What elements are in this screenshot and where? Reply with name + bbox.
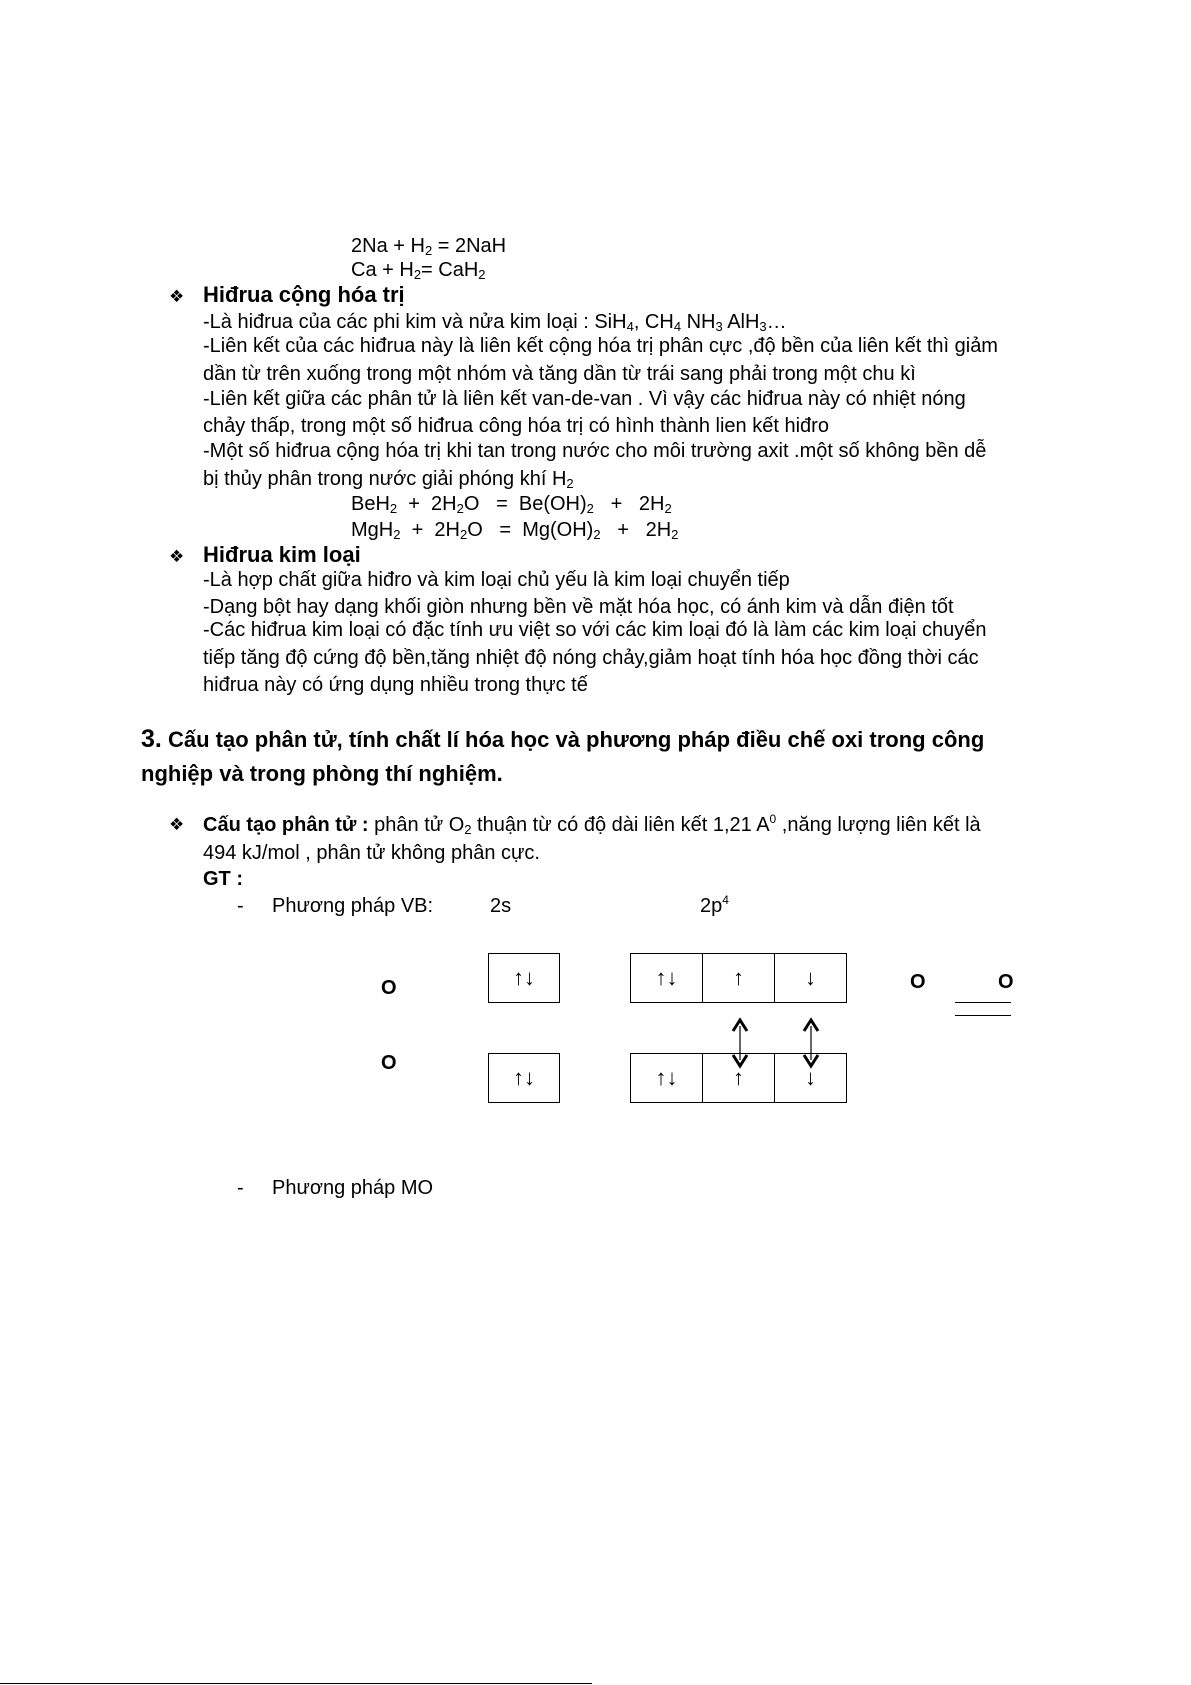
metal-line-3: -Các hiđrua kim loại có đặc tính ưu việt so với các kim loại đó là làm các kim loại chuyển — [203, 619, 987, 641]
electron-pair: ↑↓ — [513, 1065, 535, 1090]
structure-line-1: Cấu tạo phân tử : phân tử $O_2$ thuận từ có độ dài liên kết 1,21 $A^0$ ,năng lượng liên kết là — [203, 812, 981, 837]
orbital-box-2p-top — [630, 953, 847, 1003]
covalent-line-6: -Một số hiđrua cộng hóa trị khi tan trong nước cho môi trường axit .một số không bền dễ — [203, 440, 987, 462]
bond-arrow-icon — [726, 1016, 754, 1070]
section-3-title-line-2: nghiệp và trong phòng thí nghiệm. — [141, 761, 503, 786]
equation-beryllium-hydride: $BeH_2 + 2H_2O = Be(OH)_2 + 2H_2$ — [351, 493, 672, 516]
orbital-2s-label: 2s — [490, 895, 512, 917]
electron-down: ↓ — [805, 965, 816, 990]
electron-down: ↓ — [805, 1065, 816, 1090]
bond-arrow-icon — [797, 1016, 825, 1070]
gt-label: GT : — [203, 868, 243, 890]
orbital-box-2s-bottom — [488, 1053, 560, 1103]
vb-dash: - — [237, 895, 244, 917]
metal-line-1: -Là hợp chất giữa hiđro và kim loại chủ yếu là kim loại chuyển tiếp — [203, 569, 790, 591]
bond-atom-right: O — [998, 971, 1014, 993]
orbital-box-2s-top — [488, 953, 560, 1003]
vb-method-label: Phương pháp VB: — [272, 895, 434, 917]
orbital-2p-label: $2p^4$ — [700, 893, 729, 917]
electron-pair: ↑↓ — [631, 954, 703, 1002]
bullet-diamond-icon: ❖ — [169, 287, 185, 306]
double-bond-line-2 — [955, 1015, 1011, 1016]
equation-magnesium-hydride: $MgH_2 + 2H_2O = Mg(OH)_2 + 2H_2$ — [351, 519, 679, 542]
covalent-line-3: dần từ trên xuống trong một nhóm và tăng dần từ trái sang phải trong một chu kì — [203, 363, 916, 385]
electron-pair: ↑↓ — [631, 1054, 703, 1102]
electron-up: ↑ — [703, 1054, 775, 1102]
bond-atom-left: O — [910, 971, 926, 993]
double-bond-line-1 — [955, 1002, 1011, 1003]
metal-line-4: tiếp tăng độ cứng độ bền,tăng nhiệt độ nóng chảy,giảm hoạt tính hóa học đồng thời các — [203, 647, 979, 669]
structure-line-2: 494 kJ/mol , phân tử không phân cực. — [203, 842, 540, 864]
metal-line-5: hiđrua này có ứng dụng nhiều trong thực tế — [203, 674, 588, 696]
mo-method-label: Phương pháp MO — [272, 1177, 434, 1199]
bullet-diamond-icon: ❖ — [169, 547, 185, 566]
mo-dash: - — [237, 1177, 244, 1199]
heading-metal-hydride: Hiđrua kim loại — [203, 542, 361, 567]
heading-covalent-hydride: Hiđrua cộng hóa trị — [203, 282, 405, 307]
atom-o-top: O — [381, 977, 397, 999]
covalent-line-7: bị thủy phân trong nước giải phóng khí $H_2$ — [203, 468, 574, 491]
atom-o-bottom: O — [381, 1052, 397, 1074]
footer-rule — [0, 1683, 592, 1684]
covalent-line-1: -Là hiđrua của các phi kim và nửa kim loại : SiH$_4$, $CH_4$ $NH_3$ AlH$_3$… — [203, 311, 787, 334]
section-3-title-line-1: 3. Cấu tạo phân tử, tính chất lí hóa học và phương pháp điều chế oxi trong công — [141, 725, 985, 753]
reaction-calcium-hydride: $Ca + H_2= CaH_2$ — [351, 259, 486, 282]
metal-line-2: -Dạng bột hay dạng khối giòn nhưng bền về mặt hóa học, có ánh kim và dẫn điện tốt — [203, 596, 954, 618]
covalent-line-5: chảy thấp, trong một số hiđrua công hóa trị có hình thành lien kết hiđro — [203, 415, 829, 437]
covalent-line-4: -Liên kết giữa các phân tử là liên kết van-de-van . Vì vậy các hiđrua này có nhiệt nóng — [203, 388, 966, 410]
bullet-diamond-icon: ❖ — [169, 815, 185, 834]
electron-up: ↑ — [703, 954, 775, 1002]
electron-pair: ↑↓ — [513, 965, 535, 990]
reaction-sodium-hydride: $2Na + H_2 = 2NaH$ — [351, 235, 507, 258]
covalent-line-2: -Liên kết của các hiđrua này là liên kết cộng hóa trị phân cực ,độ bền của liên kết thì giảm — [203, 335, 998, 357]
